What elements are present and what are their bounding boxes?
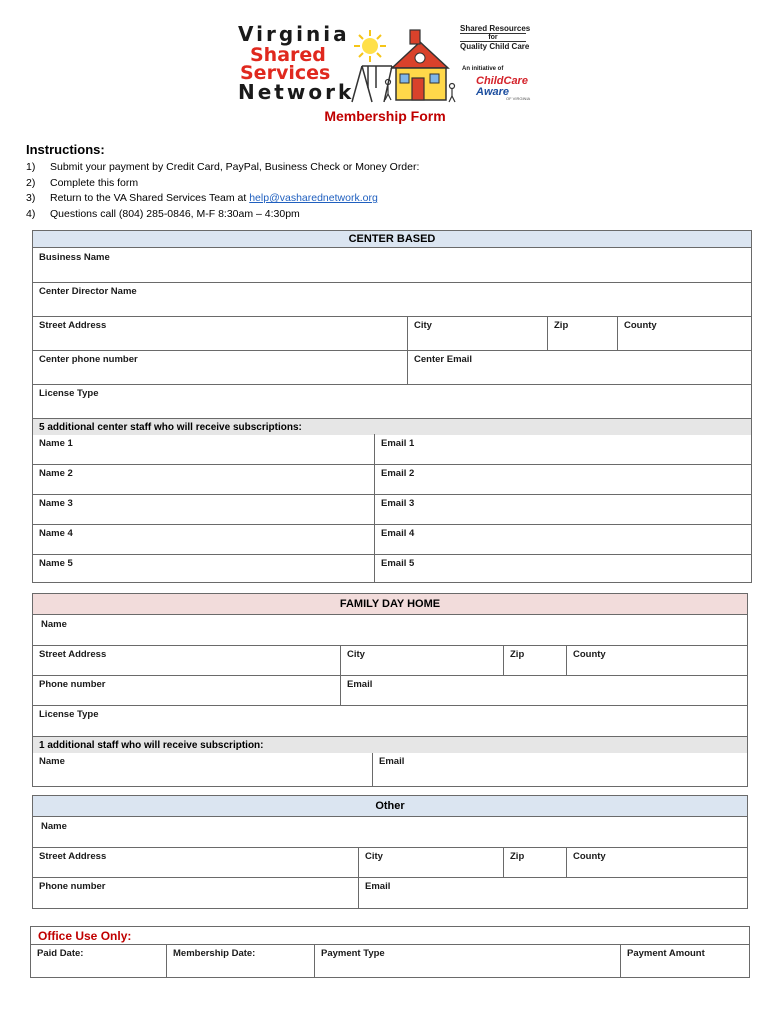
- center-staff-header: 5 additional center staff who will receive subscriptions:: [33, 419, 751, 435]
- staff-email-1-field[interactable]: Email 1: [381, 438, 415, 449]
- staff-email-3-field[interactable]: Email 3: [381, 498, 415, 509]
- payment-type-field[interactable]: Payment Type: [321, 948, 385, 959]
- tagline-line2: for: [460, 33, 526, 42]
- cca-va-text: OF VIRGINIA: [506, 96, 531, 101]
- center-phone-field[interactable]: Center phone number: [39, 354, 138, 365]
- other-city-field[interactable]: City: [365, 851, 383, 862]
- staff-name-2-field[interactable]: Name 2: [39, 468, 73, 479]
- family-staff-name-field[interactable]: Name: [39, 756, 65, 767]
- family-staff-email-field[interactable]: Email: [379, 756, 405, 767]
- logo-word-network: Network: [238, 80, 355, 104]
- center-header: CENTER BASED: [32, 230, 752, 248]
- instruction-item: 4) Questions call (804) 285-0846, M-F 8:30am – 4:30pm: [26, 207, 300, 220]
- instructions-list: [26, 160, 419, 222]
- center-director-field[interactable]: Center Director Name: [39, 286, 137, 297]
- family-header: FAMILY DAY HOME: [32, 593, 748, 615]
- business-name-field[interactable]: Business Name: [39, 252, 110, 263]
- staff-email-2-field[interactable]: Email 2: [381, 468, 415, 479]
- instructions-heading: Instructions:: [26, 142, 105, 157]
- logo-word-services: Services: [240, 62, 331, 84]
- logo-word-shared: Shared: [250, 44, 326, 66]
- tagline-line1: Shared Resources: [460, 24, 531, 33]
- family-phone-field[interactable]: Phone number: [39, 679, 106, 690]
- center-county-field[interactable]: County: [624, 320, 657, 331]
- instruction-item: 1) Submit your payment by Credit Card, PayPal, Business Check or Money Order:: [26, 161, 420, 173]
- other-street-field[interactable]: Street Address: [39, 851, 107, 862]
- center-city-field[interactable]: City: [414, 320, 432, 331]
- family-city-field[interactable]: City: [347, 649, 365, 660]
- center-email-field[interactable]: Center Email: [414, 354, 473, 365]
- email-link[interactable]: help@vasharednetwork.org: [249, 192, 378, 205]
- staff-name-5-field[interactable]: Name 5: [39, 558, 73, 569]
- staff-email-5-field[interactable]: Email 5: [381, 558, 415, 569]
- schoolhouse-sun-icon: [348, 26, 458, 104]
- family-name-field[interactable]: Name: [41, 619, 67, 630]
- center-zip-field[interactable]: Zip: [554, 320, 569, 331]
- tagline-line3: Quality Child Care: [460, 42, 530, 51]
- instruction-item: 3) Return to the VA Shared Services Team at help@vasharednetwork.org: [26, 192, 378, 205]
- staff-name-4-field[interactable]: Name 4: [39, 528, 73, 539]
- staff-name-1-field[interactable]: Name 1: [39, 438, 73, 449]
- other-name-field[interactable]: Name: [41, 821, 67, 832]
- other-county-field[interactable]: County: [573, 851, 606, 862]
- other-phone-field[interactable]: Phone number: [39, 881, 106, 892]
- paid-date-field[interactable]: Paid Date:: [37, 948, 84, 959]
- other-email-field[interactable]: Email: [365, 881, 391, 892]
- logo-tagline: [460, 24, 536, 51]
- cca-line2: Aware: [476, 86, 510, 98]
- center-street-field[interactable]: Street Address: [39, 320, 107, 331]
- family-staff-header: 1 additional staff who will receive subscription:: [33, 737, 747, 753]
- family-street-field[interactable]: Street Address: [39, 649, 107, 660]
- initiative-text: An initiative of: [462, 66, 504, 72]
- center-license-field[interactable]: License Type: [39, 388, 99, 399]
- family-email-field[interactable]: Email: [347, 679, 373, 690]
- logo: [236, 22, 536, 104]
- staff-email-4-field[interactable]: Email 4: [381, 528, 415, 539]
- family-county-field[interactable]: County: [573, 649, 606, 660]
- childcare-aware-logo: [476, 76, 528, 98]
- membership-date-field[interactable]: Membership Date:: [173, 948, 256, 959]
- other-zip-field[interactable]: Zip: [510, 851, 525, 862]
- family-license-field[interactable]: License Type: [39, 709, 99, 720]
- instruction-item: 2) Complete this form: [26, 176, 139, 189]
- payment-amount-field[interactable]: Payment Amount: [627, 948, 705, 959]
- logo-word-virginia: Virginia: [238, 22, 350, 46]
- form-title: Membership Form: [324, 108, 446, 124]
- cca-line1: ChildCare: [476, 75, 528, 87]
- family-zip-field[interactable]: Zip: [510, 649, 525, 660]
- office-header: Office Use Only:: [38, 929, 132, 943]
- other-header: Other: [32, 795, 748, 817]
- staff-name-3-field[interactable]: Name 3: [39, 498, 73, 509]
